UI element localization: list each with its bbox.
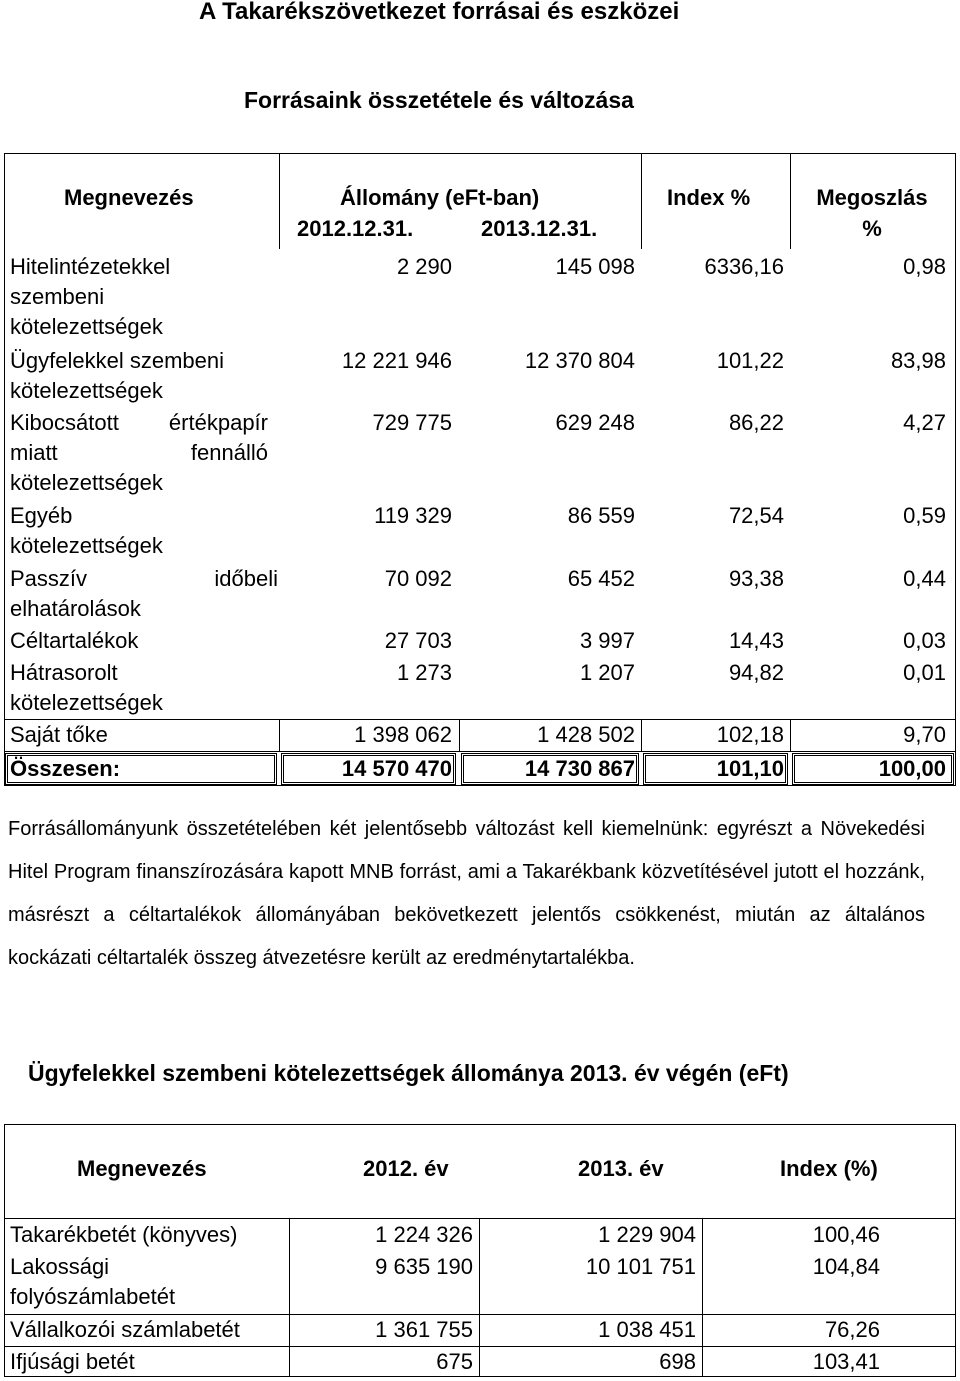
row-label: Saját tőke [10,722,108,747]
value-2013: 629 248 [555,410,635,435]
value-2013: 1 229 904 [598,1222,696,1247]
row-label: Hitelintézetekkel szembeni kötelezettségek [10,254,171,339]
value-2012: 1 361 755 [375,1317,473,1342]
value-index: 72,54 [728,503,784,528]
header-stock: Állomány (eFt-ban) [340,185,540,210]
value-2013: 698 [659,1349,696,1374]
value-2012: 675 [436,1349,473,1374]
value-2013: 1 207 [579,660,635,685]
deposits-title: Ügyfelekkel szembeni kötelezettségek állománya 2013. év végén (eFt) [28,1060,789,1086]
row-label: Hátrasorolt kötelezettségek [10,660,163,715]
body-paragraph: Forrásállományunk összetételében két jelentősebb változást kell kiemelnünk: egyrészt a Növekedési Hitel Program finanszírozására kapott MNB forrást, ami a Takarékbank közvetítésével jutott el hozzánk, másrészt a céltartalékok állományában bekövetkezett jelentős csökkenést, miután az általános kockázati céltartalék összeg átvezetésre került az eredménytartalékba. [8,818,925,969]
value-2012: 1 398 062 [354,722,452,747]
value-2013: 86 559 [567,503,635,528]
header-share-unit: % [862,216,882,241]
value-share: 0,01 [903,660,946,685]
value-index: 101,22 [716,348,784,373]
total-label: Összesen: [10,756,121,781]
header-share: Megoszlás [816,185,928,210]
deposits-header-2012: 2012. év [363,1156,449,1181]
value-index: 103,41 [812,1349,880,1374]
value-2012: 119 329 [374,503,452,528]
row-label: Vállalkozói számlabetét [10,1317,240,1342]
deposits-header-2013: 2013. év [578,1156,664,1181]
value-share: 4,27 [903,410,946,435]
value-2013: 3 997 [579,628,635,653]
value-share: 0,98 [903,254,946,279]
value-index: 76,26 [824,1317,880,1342]
header-name: Megnevezés [64,185,194,210]
value-2013: 65 452 [567,566,635,591]
value-2013: 10 101 751 [585,1254,696,1279]
deposits-header-index: Index (%) [780,1156,878,1181]
row-label: Céltartalékok [10,628,139,653]
deposits-header-name: Megnevezés [77,1156,207,1181]
value-index: 102,18 [716,722,784,747]
value-index: 93,38 [728,566,784,591]
header-index: Index % [667,185,751,210]
value-2012: 12 221 946 [341,348,452,373]
value-index: 104,84 [812,1254,880,1279]
value-2012: 729 775 [372,410,452,435]
value-index: 14,43 [728,628,784,653]
value-index: 86,22 [728,410,784,435]
value-share: 9,70 [903,722,946,747]
value-2012: 1 273 [396,660,452,685]
header-2013: 2013.12.31. [481,216,598,241]
row-label: Passzív időbeli elhatárolások [10,566,278,621]
total-share: 100,00 [878,756,946,781]
section-subtitle: Forrásaink összetétele és változása [244,87,634,113]
row-label: Takarékbetét (könyves) [10,1222,238,1247]
row-label: Ifjúsági betét [10,1349,135,1374]
value-2013: 1 428 502 [537,722,635,747]
total-2012: 14 570 470 [341,756,452,781]
value-2013: 12 370 804 [524,348,635,373]
row-label: Ügyfelekkel szembeni kötelezettségek [10,348,224,403]
value-share: 83,98 [890,348,946,373]
row-label: Lakossági folyószámlabetét [10,1254,176,1309]
value-share: 0,44 [903,566,946,591]
value-2012: 2 290 [396,254,452,279]
value-index: 6336,16 [704,254,784,279]
value-share: 0,59 [903,503,946,528]
value-index: 94,82 [728,660,784,685]
row-label: Kibocsátott értékpapír miatt fennálló kötelezettségek [10,410,268,495]
total-index: 101,10 [716,756,784,781]
total-2013: 14 730 867 [524,756,635,781]
row-label: Egyéb kötelezettségek [10,503,163,558]
value-index: 100,46 [812,1222,880,1247]
value-2012: 27 703 [384,628,452,653]
value-2013: 1 038 451 [598,1317,696,1342]
value-2012: 70 092 [384,566,452,591]
value-share: 0,03 [903,628,946,653]
value-2012: 1 224 326 [375,1222,473,1247]
header-2012: 2012.12.31. [297,216,414,241]
value-2012: 9 635 190 [375,1254,473,1279]
value-2013: 145 098 [555,254,635,279]
page-title: A Takarékszövetkezet forrásai és eszközei [199,0,680,25]
